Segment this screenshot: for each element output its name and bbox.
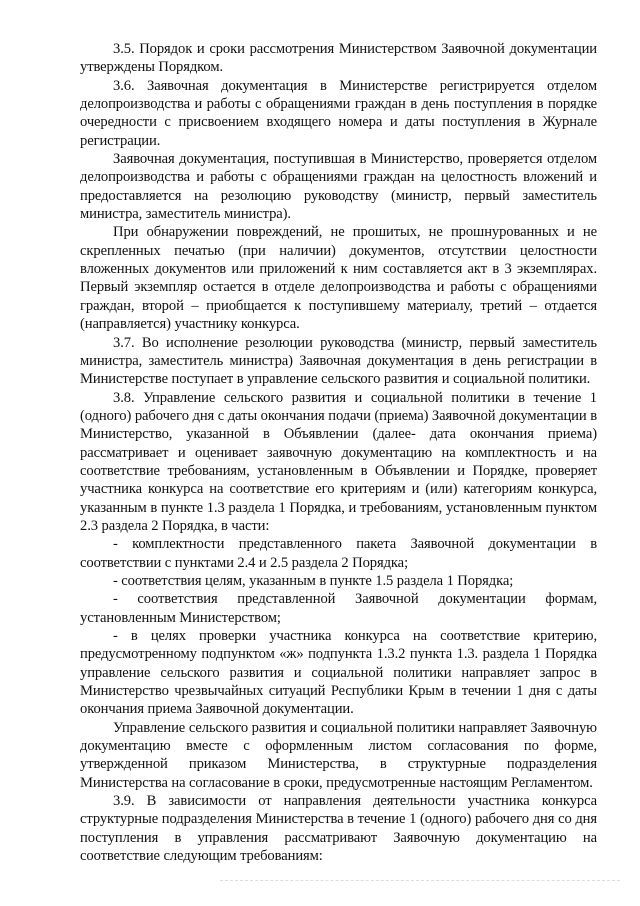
paragraph-3-6-check: Заявочная документация, поступившая в Министерство, проверяется отделом делопроизводства и работы с обращениями граждан на целостность вложений и предоставляется на резолюцию руководству (министр, первый заместитель министра, заместитель министра). bbox=[80, 151, 597, 223]
list-item-goals: - соответствия целям, указанным в пункте 1.5 раздела 1 Порядка; bbox=[113, 572, 514, 589]
list-item-forms: - соответствия представленной Заявочной документации формам, установленным Министерством; bbox=[80, 591, 597, 626]
document-page bbox=[80, 40, 597, 865]
paragraph-3-8-approval: Управление сельского развития и социальной политики направляет Заявочную документацию вместе с оформленным листом согласования по форме, утвержденной приказом Министерства, в структурные подразделения Министерства на согласование в сроки, предусмотренные настоящим Регламентом. bbox=[80, 719, 597, 791]
paragraph-3-5: 3.5. Порядок и сроки рассмотрения Министерством Заявочной документации утверждены Порядком. bbox=[80, 41, 597, 76]
list-item-completeness: - комплектности представленного пакета Заявочной документации в соответствии с пунктами 2.4 и 2.5 раздела 2 Порядка; bbox=[80, 536, 597, 571]
paragraph-3-6: 3.6. Заявочная документация в Министерстве регистрируется отделом делопроизводства и работы с обращениями граждан в день поступления в порядке очередности с присвоением входящего номера и даты поступления в Журнале регистрации. bbox=[80, 77, 597, 149]
paragraph-3-9: 3.9. В зависимости от направления деятельности участника конкурса структурные подразделения Министерства в течение 1 (одного) рабочего дня со дня поступления в управления рассматривают Заявочную документацию на соответствие следующим требованиям: bbox=[80, 793, 597, 865]
list-item-criterion-check: - в целях проверки участника конкурса на соответствие критерию, предусмотренному подпунктом «ж» подпункта 1.3.2 пункта 1.3. раздела 1 Порядка управление сельского развития и социальной политики направляет запрос в Министерство чрезвычайных ситуаций Республики Крым в течении 1 дня с даты окончания приема Заявочной документации. bbox=[80, 628, 597, 718]
paragraph-3-7: 3.7. Во исполнение резолюции руководства (министр, первый заместитель министра, заместитель министра) Заявочная документация в день регистрации в Министерстве поступает в управление сельского развития и социальной политики. bbox=[80, 334, 597, 388]
paragraph-3-6-damage: При обнаружении повреждений, не прошитых, не прошнурованных и не скрепленных печатью (при наличии) документов, отсутствии целостности вложенных документов или приложений к ним составляется акт в 3 экземплярах. Первый экземпляр остается в отделе делопроизводства и работы с обращениями граждан, второй – приобщается к поступившему материалу, третий – отдается (направляется) участнику конкурса. bbox=[80, 224, 597, 333]
scan-artifact-divider bbox=[220, 880, 620, 887]
paragraph-3-8: 3.8. Управление сельского развития и социальной политики в течение 1 (одного) рабочего дня с даты окончания подачи (приема) Заявочной документации в Министерство, указанной в Объявлении (далее- дата окончания приема) рассматривает и оценивает заявочную документацию на комплектность и на соответствие требованиям, установленным в Объявлении и Порядке, проверяет участника конкурса на соответствие его критериям и (или) категориям конкурса, указанным в пункте 1.3 раздела 1 Порядка, и требованиям, установленным пунктом 2.3 раздела 2 Порядка, в части: bbox=[80, 389, 597, 534]
